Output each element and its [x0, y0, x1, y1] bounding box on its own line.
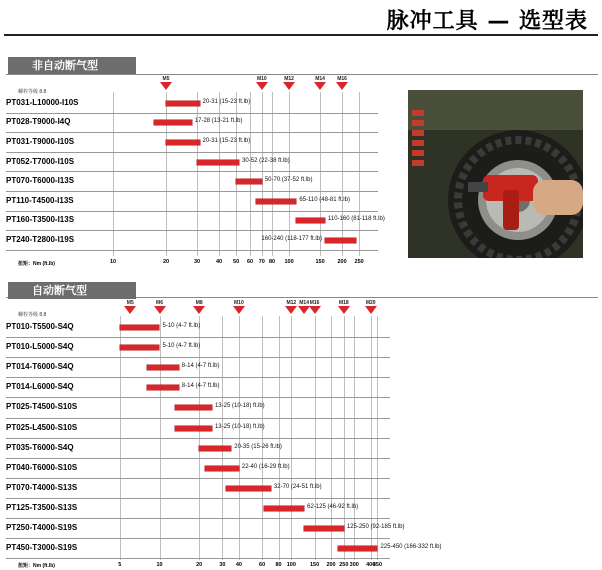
section2-torque-bar — [205, 466, 239, 471]
section2-model-name: PT025-L4500-S10S — [6, 422, 78, 432]
section1-grid-line — [219, 92, 220, 256]
section1-tick-label: 250 — [354, 259, 364, 265]
section1-torque-bar — [166, 140, 200, 145]
section1-row-line — [6, 171, 378, 172]
section1-marker-label-m16: M16 — [337, 76, 347, 82]
section1-grid-line — [272, 92, 273, 256]
section2-tick-label: 100 — [286, 562, 296, 568]
section2-model-name: PT010-L5000-S4Q — [6, 342, 74, 352]
section2-marker-label-m6: M6 — [156, 300, 163, 306]
section2-range-label: 32-70 (24-51 ft.lb) — [273, 483, 322, 490]
section2-marker-m20 — [365, 306, 377, 314]
section2-range-label: 125-250 (92-185 ft.lb) — [346, 524, 405, 531]
section2-model-name: PT035-T6000-S4Q — [6, 442, 74, 452]
section1-marker-m5 — [160, 82, 172, 90]
section2-header: 自动断气型 — [8, 282, 136, 299]
section1-marker-m12 — [283, 82, 295, 90]
section2-marker-label-m10: M10 — [234, 300, 244, 306]
section1-row-line — [6, 211, 378, 212]
section1-row-line — [6, 132, 378, 133]
section1-tick-label: 10 — [109, 259, 117, 265]
section2-marker-label-m16: M16 — [309, 300, 320, 306]
section2-range-label: 5-10 (4-7 ft.lb) — [162, 323, 201, 330]
section2-row-line — [6, 377, 390, 378]
section2-row-line — [6, 438, 390, 439]
section2-model-name: PT250-T4000-S19S — [6, 523, 78, 533]
section1-range-label: 160-240 (118-177 ft.lb) — [261, 236, 323, 242]
section1-model-name: PT160-T3500-I13S — [6, 215, 75, 225]
section1-model-name: PT070-T6000-I13S — [6, 176, 75, 186]
section1-model-name: PT240-T2800-I19S — [6, 235, 75, 244]
section2-row-line — [6, 337, 390, 338]
section2-row-line — [6, 538, 390, 539]
section2-model-name: PT014-L6000-S4Q — [6, 382, 74, 392]
section2-marker-label-m18: M18 — [338, 300, 349, 306]
section1-model-name: PT031-T9000-I10S — [6, 137, 75, 146]
section2-marker-m12 — [285, 306, 297, 314]
section1-torque-bar — [325, 238, 356, 243]
section2-marker-label-m5: M5 — [126, 300, 134, 306]
section2-row-line — [6, 397, 390, 398]
section2-torque-bar — [120, 345, 160, 350]
section1-tick-label: 30 — [193, 259, 201, 265]
section2-range-label: 20-35 (15-26 ft.lb) — [234, 443, 282, 450]
title-rule — [4, 34, 598, 36]
section1-marker-label-m12: M12 — [284, 76, 294, 82]
section1-model-name: PT031-L10000-I10S — [6, 97, 79, 107]
section1-model-name: PT052-T7000-I10S — [6, 156, 75, 166]
section2-marker-m16 — [309, 306, 321, 314]
section1-bolt-grade: 螺栓等级 8.8 — [18, 89, 47, 95]
section1-range-label: 17-28 (13-21 ft.lb) — [194, 118, 243, 125]
section1-tick-label: 70 — [258, 259, 265, 265]
section1-torque-bar — [154, 120, 192, 125]
section1-row-line — [6, 113, 378, 114]
section2-tick-label: 80 — [275, 562, 282, 568]
section2-tick-label: 60 — [259, 562, 266, 568]
section2-torque-bar — [175, 426, 212, 431]
section2-torque-bar — [175, 405, 212, 410]
section2-torque-bar — [147, 385, 179, 390]
section2-bolt-grade: 螺栓等级 8.8 — [18, 312, 47, 318]
section1-grid-line — [320, 92, 321, 256]
section2-model-name: PT125-T3500-S13S — [6, 502, 78, 512]
section2-torque-bar — [264, 506, 304, 511]
section1-tick-label: 80 — [268, 259, 276, 265]
section2-row-line — [6, 498, 390, 499]
section1-range-label: 110-160 (81-118 ft.lb) — [328, 216, 385, 223]
section2-tick-label: 300 — [349, 562, 359, 568]
section1-grid-line — [342, 92, 343, 256]
section2-tick-label: 30 — [219, 562, 226, 568]
section2-torque-bar — [120, 325, 160, 330]
section2-marker-m18 — [338, 306, 350, 314]
section1-torque-bar — [166, 101, 200, 106]
section2-range-label: 225-450 (166-332 ft.lb) — [380, 544, 442, 551]
tire-wrench-photo — [408, 90, 583, 258]
section1-torque-bar — [296, 218, 325, 223]
section2-model-name: PT025-T4500-S10S — [6, 402, 78, 412]
section1-torque-bar — [256, 199, 296, 204]
section2-tick-label: 400 — [366, 562, 376, 568]
section1-model-name: PT028-T9000-I4Q — [6, 117, 71, 127]
section1-grid-line — [289, 92, 290, 256]
section2-range-label: 13-25 (10-18) ft.lb) — [214, 423, 265, 430]
section2-torque-bar — [199, 446, 231, 451]
section1-row-line — [6, 230, 378, 231]
section2-marker-label-m20: M20 — [365, 300, 376, 306]
section1-marker-label-m14: M14 — [315, 76, 325, 82]
section2-marker-m5 — [124, 306, 136, 314]
section1-tick-label: 100 — [284, 259, 294, 265]
section2-row-line — [6, 458, 390, 459]
section1-marker-label-m5: M5 — [162, 76, 170, 82]
section1-tick-label: 200 — [337, 259, 347, 265]
section2-tick-label: 150 — [309, 562, 320, 568]
section2-model-name: PT450-T3000-S19S — [6, 543, 78, 553]
section2-marker-label-m8: M8 — [195, 300, 203, 306]
section2-range-label: 8-14 (4-7 ft.lb) — [181, 383, 220, 390]
section1-grid-line — [197, 92, 198, 256]
section1-row-line — [6, 250, 378, 251]
section1-grid-line — [262, 92, 263, 256]
section1-torque-label: 扭矩：Nm (ft.lb) — [18, 261, 55, 267]
section1-grid-line — [250, 92, 251, 256]
section2-range-label: 8-14 (4-7 ft.lb) — [181, 363, 220, 370]
section1-grid-line — [166, 92, 167, 256]
page-title: 脉冲工具 — 选型表 — [386, 9, 588, 34]
product-photo — [408, 90, 583, 258]
section1-tick-label: 50 — [233, 259, 240, 265]
section2-torque-label: 扭矩：Nm (ft.lb) — [18, 563, 55, 569]
section2-marker-m8 — [193, 306, 205, 314]
section1-tick-label: 20 — [162, 259, 170, 265]
section1-range-label: 20-31 (15-23 ft.lb) — [202, 98, 251, 105]
section1-marker-m10 — [256, 82, 268, 90]
section1-torque-bar — [197, 160, 239, 165]
section1-row-line — [6, 152, 378, 153]
section2-model-name: PT070-T4000-S13S — [6, 482, 78, 492]
section2-model-name: PT014-T6000-S4Q — [6, 362, 74, 372]
section1-range-label: 20-31 (15-23 ft.lb) — [202, 138, 251, 144]
section2-tick-label: 250 — [339, 562, 349, 568]
section2-model-name: PT040-T6000-S10S — [6, 462, 78, 472]
section2-row-line — [6, 518, 390, 519]
section2-range-label: 13-25 (10-18) ft.lb) — [214, 403, 265, 410]
section2-marker-label-m14: M14 — [299, 300, 309, 306]
section2-tick-label: 20 — [196, 562, 203, 568]
section1-model-name: PT110-T4500-I13S — [6, 195, 74, 205]
section1-tick-label: 40 — [215, 259, 223, 265]
section1-grid-line — [113, 92, 114, 256]
section2-tick-label: 40 — [235, 562, 242, 568]
section2-marker-m6 — [154, 306, 166, 314]
section2-torque-bar — [226, 486, 271, 491]
section2-torque-bar — [147, 365, 179, 370]
section2-range-label: 62-125 (46-92 ft.lb) — [307, 503, 359, 510]
section1-marker-m14 — [314, 82, 326, 90]
section1-range-label: 30-52 (22-38 ft.lb) — [242, 157, 290, 164]
section1-row-line — [6, 191, 378, 192]
section2-model-name: PT010-T5500-S4Q — [6, 322, 74, 332]
section1-tick-label: 60 — [246, 259, 254, 265]
section1-marker-m16 — [336, 82, 348, 90]
section2-row-line — [6, 357, 390, 358]
section1-range-label: 50-70 (37-52 ft.lb) — [264, 177, 313, 184]
section2-tick-label: 10 — [156, 562, 163, 568]
section2-range-label: 5-10 (4-7 ft.lb) — [162, 343, 201, 350]
section2-row-line — [6, 478, 390, 479]
section2-tick-label: 200 — [326, 562, 336, 568]
section1-marker-label-m10: M10 — [256, 76, 267, 82]
section1-torque-bar — [236, 179, 262, 184]
section2-row-line — [6, 558, 390, 559]
section1-header: 非自动断气型 — [8, 57, 136, 74]
section2-tick-label: 450 — [372, 562, 383, 568]
section1-tick-label: 150 — [315, 259, 325, 265]
section2-marker-m10 — [233, 306, 245, 314]
section1-underline — [6, 74, 598, 75]
section2-marker-label-m12: M12 — [286, 300, 297, 306]
section1-grid-line — [359, 92, 360, 256]
section2-tick-label: 5 — [118, 562, 122, 568]
section1-grid-line — [236, 92, 237, 256]
section1-range-label: 65-110 (48-81 ft.lb) — [299, 196, 350, 203]
section2-row-line — [6, 418, 390, 419]
section2-torque-bar — [338, 546, 378, 551]
section2-range-label: 22-40 (16-29 ft.lb) — [241, 463, 290, 470]
section2-torque-bar — [304, 526, 344, 531]
